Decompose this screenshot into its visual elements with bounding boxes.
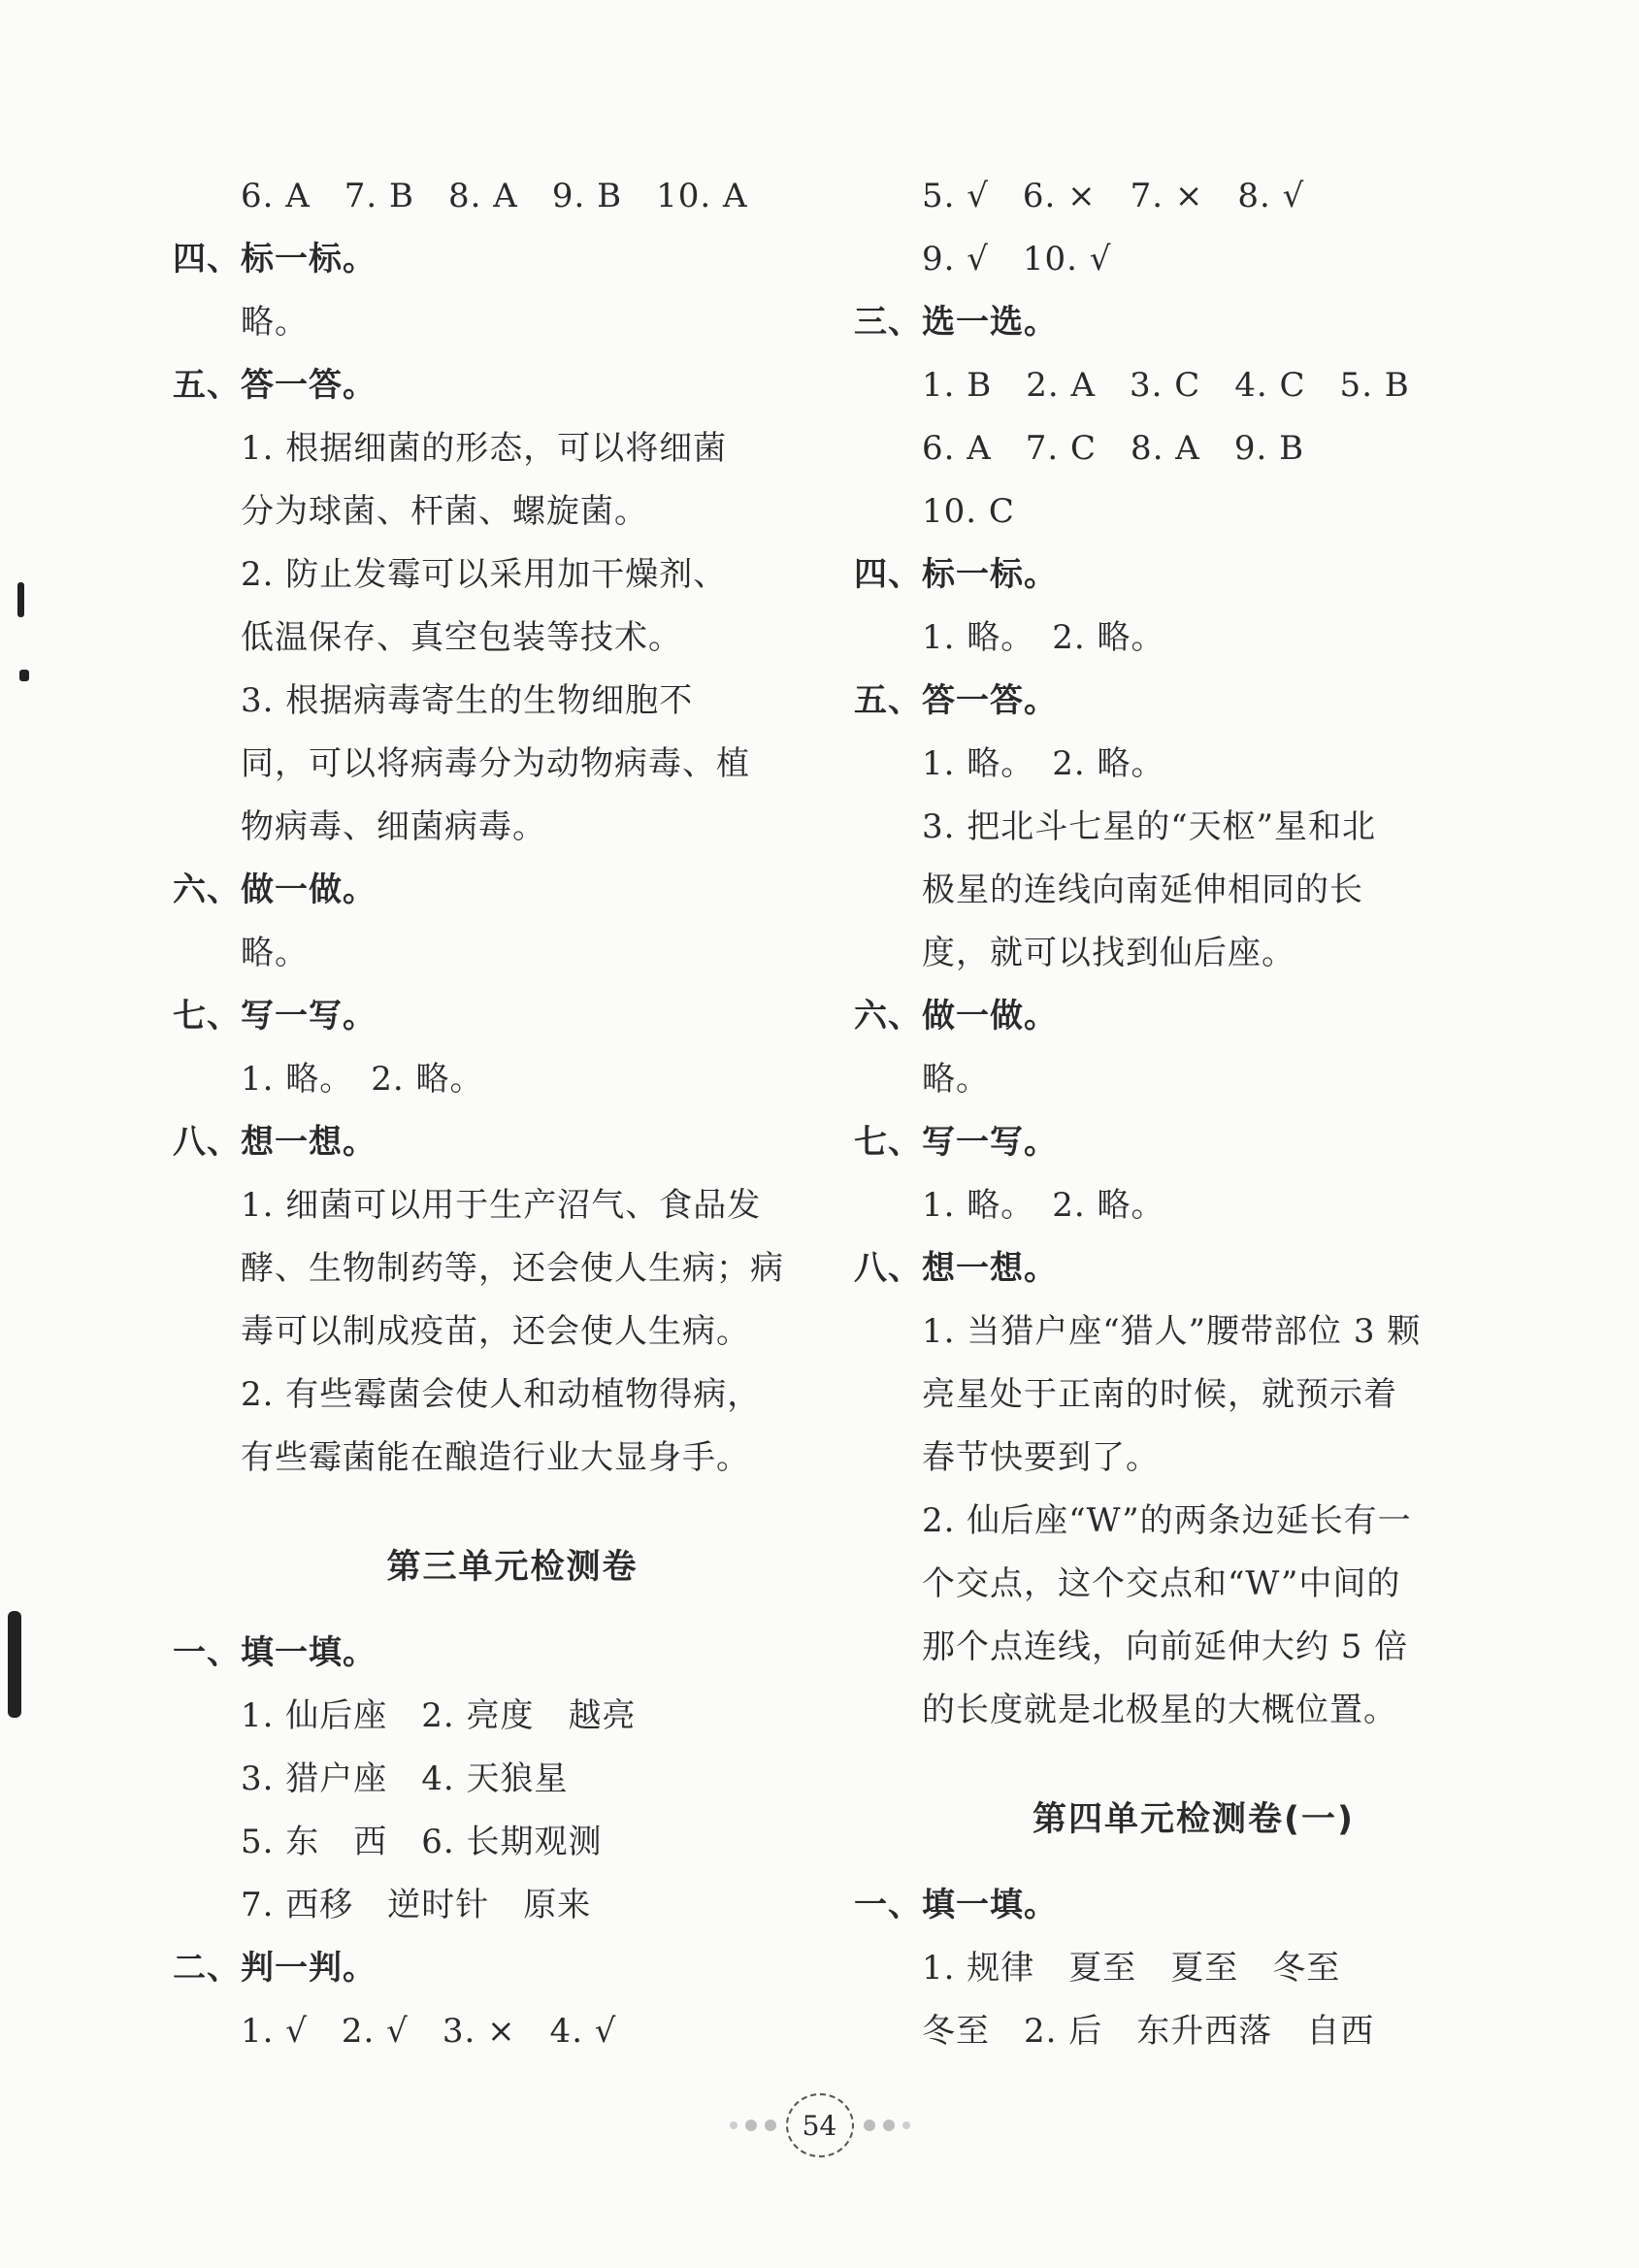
answer-continuation: 冬至 2. 后 东升西落 自西: [922, 2012, 1375, 2051]
question-heading: 七、写一写。: [854, 1123, 1058, 1162]
question-heading: 七、写一写。: [173, 997, 377, 1035]
answer-line: 5. 东 西 6. 长期观测: [241, 1823, 603, 1861]
question-heading: 四、标一标。: [173, 240, 377, 279]
left-column: [173, 165, 852, 2063]
binding-mark: [17, 582, 24, 617]
question-heading: 八、想一想。: [173, 1123, 377, 1162]
answer-line: 略。: [922, 1060, 990, 1099]
answer-line: 7. 西移 逆时针 原来: [241, 1886, 592, 1924]
answer-line: 3. 猎户座 4. 天狼星: [241, 1759, 569, 1798]
question-heading: 五、答一答。: [173, 366, 377, 405]
page-footer: [0, 2091, 1639, 2159]
section-title: 第四单元检测卷(一): [1033, 1800, 1355, 1839]
answer-continuation: 有些霉菌能在酿造行业大显身手。: [241, 1438, 750, 1477]
answer-continuation: 亮星处于正南的时候，就预示着: [922, 1375, 1397, 1414]
answer-line: 1. 细菌可以用于生产沼气、食品发: [241, 1186, 762, 1225]
answer-continuation: 同，可以将病毒分为动物病毒、植: [241, 744, 750, 783]
footer-dot: [765, 2120, 776, 2131]
binding-mark: [19, 670, 29, 681]
answer-line: 6. A 7. C 8. A 9. B: [922, 429, 1305, 468]
answer-line: 1. √ 2. √ 3. × 4. √: [241, 2012, 617, 2051]
answer-line: 1. 仙后座 2. 亮度 越亮: [241, 1696, 637, 1735]
answer-continuation: 低温保存、真空包装等技术。: [241, 618, 682, 657]
answer-line: 3. 根据病毒寄生的生物细胞不: [241, 681, 694, 720]
question-heading: 二、判一判。: [173, 1949, 377, 1988]
answer-line: 1. 略。 2. 略。: [922, 1186, 1165, 1225]
question-heading: 六、做一做。: [854, 997, 1058, 1035]
answer-line: 1. 规律 夏至 夏至 冬至: [922, 1949, 1341, 1988]
answer-continuation: 物病毒、细菌病毒。: [241, 807, 546, 846]
answer-line: 1. 略。 2. 略。: [922, 618, 1165, 657]
answer-line: 1. 根据细菌的形态，可以将细菌: [241, 429, 728, 468]
answer-line: 5. √ 6. × 7. × 8. √: [922, 177, 1305, 215]
answer-continuation: 毒可以制成疫苗，还会使人生病。: [241, 1312, 750, 1351]
footer-dot: [883, 2120, 895, 2131]
footer-dot: [730, 2121, 738, 2129]
answer-continuation: 酵、生物制药等，还会使人生病；病: [241, 1249, 784, 1288]
answer-continuation: 的长度就是北极星的大概位置。: [922, 1691, 1397, 1729]
footer-dots-left: [730, 2120, 776, 2131]
question-heading: 一、填一填。: [854, 1886, 1058, 1924]
footer-dot: [864, 2120, 875, 2131]
right-column: [854, 165, 1533, 2063]
answer-line: 2. 防止发霉可以采用加干燥剂、: [241, 555, 728, 594]
answer-line: 2. 有些霉菌会使人和动植物得病，: [241, 1375, 762, 1414]
question-heading: 五、答一答。: [854, 681, 1058, 720]
answer-continuation: 极星的连线向南延伸相同的长: [922, 871, 1363, 909]
answer-continuation: 个交点，这个交点和“W”中间的: [922, 1564, 1401, 1603]
question-heading: 四、标一标。: [854, 555, 1058, 594]
answer-line: 1. 当猎户座“猎人”腰带部位 3 颗: [922, 1312, 1422, 1351]
answer-line: 2. 仙后座“W”的两条边延长有一: [922, 1501, 1412, 1540]
section-title: 第三单元检测卷: [386, 1548, 639, 1587]
answer-line: 略。: [241, 934, 309, 972]
question-heading: 八、想一想。: [854, 1249, 1058, 1288]
answer-line: 略。: [241, 303, 309, 342]
answer-line: 1. B 2. A 3. C 4. C 5. B: [922, 366, 1410, 405]
footer-dot: [902, 2121, 910, 2129]
answer-continuation: 春节快要到了。: [922, 1438, 1160, 1477]
answer-line: 6. A 7. B 8. A 9. B 10. A: [241, 177, 748, 215]
answer-line: 9. √ 10. √: [922, 240, 1112, 279]
footer-dot: [745, 2120, 757, 2131]
binding-mark: [8, 1611, 21, 1718]
answer-line: 3. 把北斗七星的“天枢”星和北: [922, 807, 1377, 846]
question-heading: 三、选一选。: [854, 303, 1058, 342]
answer-continuation: 分为球菌、杆菌、螺旋菌。: [241, 492, 648, 531]
question-heading: 六、做一做。: [173, 871, 377, 909]
answer-continuation: 那个点连线，向前延伸大约 5 倍: [922, 1627, 1409, 1666]
answer-line: 10. C: [922, 492, 1015, 531]
answer-line: 1. 略。 2. 略。: [922, 744, 1165, 783]
question-heading: 一、填一填。: [173, 1633, 377, 1672]
answer-continuation: 度，就可以找到仙后座。: [922, 934, 1295, 972]
answer-line: 1. 略。 2. 略。: [241, 1060, 484, 1099]
page-number: 54: [786, 2093, 854, 2157]
footer-dots-right: [864, 2120, 910, 2131]
